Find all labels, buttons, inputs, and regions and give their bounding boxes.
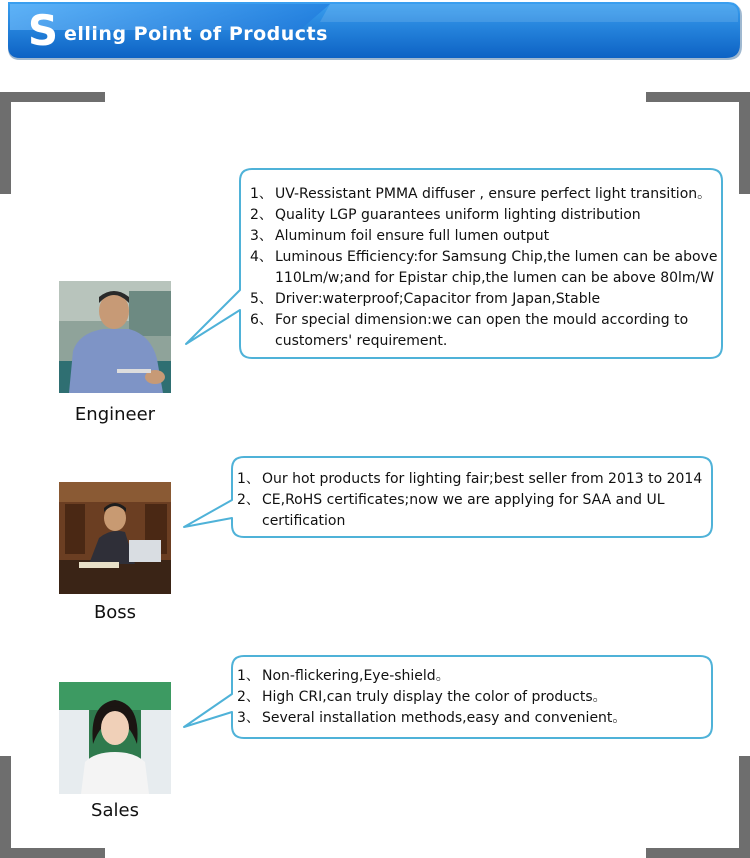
engineer-point: 5、 Driver:waterproof;Capacitor from Japan,Stable (250, 291, 601, 307)
boss-points-list (237, 469, 707, 532)
engineer-point: 4、 Luminous Efficiency:for Samsung Chip,the lumen can be above 110Lm/w;and for Epistar chip,the lumen can be above 80lm/W (250, 249, 718, 286)
engineer-point: 3、 Aluminum foil ensure full lumen output (250, 228, 550, 244)
boss-photo (59, 482, 171, 594)
banner-title: elling Point of Products (64, 23, 328, 45)
sales-role-label: Sales (91, 800, 139, 821)
boss-point: 2、 CE,RoHS certificates;now we are applying for SAA and UL certification (237, 492, 665, 529)
engineer-photo-icon (59, 281, 171, 393)
engineer-point: 2、 Quality LGP guarantees uniform lighting distribution (250, 207, 641, 223)
sales-photo-icon (59, 682, 171, 794)
engineer-role-label: Engineer (74, 404, 156, 425)
sales-point: 3、 Several installation methods,easy and convenient。 (237, 710, 627, 726)
engineer-points-list (250, 184, 720, 352)
boss-photo-icon (59, 482, 171, 594)
sales-point: 1、 Non-flickering,Eye-shield。 (237, 668, 450, 684)
sales-point: 2、 High CRI,can truly display the color of products。 (237, 689, 607, 705)
sales-photo (59, 682, 171, 794)
engineer-photo (59, 281, 171, 393)
boss-point: 1、 Our hot products for lighting fair;best seller from 2013 to 2014 (237, 471, 703, 487)
banner-title-initial: S (27, 6, 59, 55)
engineer-point: 1、 UV-Ressistant PMMA diffuser , ensure perfect light transition。 (250, 186, 712, 202)
engineer-point: 6、 For special dimension:we can open the mould according to customers' requirement. (250, 312, 689, 349)
boss-role-label: Boss (93, 602, 137, 623)
sales-points-list (237, 666, 707, 729)
